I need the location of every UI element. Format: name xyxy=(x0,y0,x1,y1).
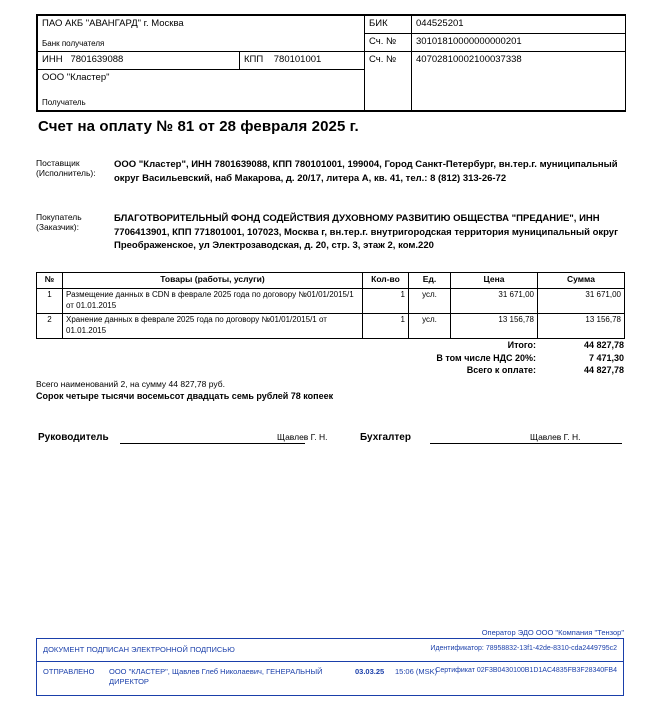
inn-cell xyxy=(38,52,240,70)
kpp-label: КПП xyxy=(244,54,264,65)
col-header-price: Цена xyxy=(451,273,538,289)
col-header-sum: Сумма xyxy=(538,273,625,289)
items-table xyxy=(36,272,625,339)
table-row xyxy=(37,314,625,339)
cell-unit: усл. xyxy=(409,314,451,339)
page-title: Счет на оплату № 81 от 28 февраля 2025 г. xyxy=(38,118,359,135)
totals-row xyxy=(380,353,624,366)
payee-label: Получатель xyxy=(42,98,86,107)
accountant-name: Щавлев Г. Н. xyxy=(530,432,581,442)
accountant-label: Бухгалтер xyxy=(360,432,411,443)
edo-time: 15:06 (MSK) xyxy=(395,667,438,676)
cell-price: 31 671,00 xyxy=(451,289,538,314)
cell-description: Размещение данных в CDN в феврале 2025 года по договору №01/01/2015/1 от 01.01.2015 xyxy=(63,289,363,314)
grand-total-value: 44 827,78 xyxy=(583,365,624,375)
buyer-sublabel: (Заказчик): xyxy=(36,222,79,232)
corr-account-value: 30101810000000000201 xyxy=(412,34,626,52)
edo-certificate: Сертификат 02F3B0430100B1D1AC4835FB3F28340FB4 xyxy=(435,667,617,674)
edo-sender: ООО "КЛАСТЕР", Щавлев Глеб Николаевич, ГЕНЕРАЛЬНЫЙ ДИРЕКТОР xyxy=(109,667,323,686)
cell-unit: усл. xyxy=(409,289,451,314)
director-name: Щавлев Г. Н. xyxy=(277,432,328,442)
cell-description: Хранение данных в феврале 2025 года по договору №01/01/2015/1 от 01.01.2015 xyxy=(63,314,363,339)
cell-quantity: 1 xyxy=(363,314,409,339)
summary-count-line: Всего наименований 2, на сумму 44 827,78 руб. xyxy=(36,379,225,389)
table-row xyxy=(37,289,625,314)
bik-label: БИК xyxy=(365,16,412,34)
totals-block xyxy=(380,340,624,378)
edo-sent-label: ОТПРАВЛЕНО xyxy=(43,667,95,676)
account-value: 40702810002100037338 xyxy=(412,52,626,111)
edo-divider xyxy=(37,661,623,662)
edo-identifier: Идентификатор: 78958832-13f1-42de-8310-cda2449795c2 xyxy=(430,645,617,652)
buyer-label: Покупатель xyxy=(36,212,82,222)
supplier-sublabel: (Исполнитель): xyxy=(36,168,96,178)
corr-account-label: Сч. № xyxy=(365,34,412,52)
edo-operator-label: Оператор ЭДО ООО "Компания "Тензор" xyxy=(481,628,624,637)
bik-value: 044525201 xyxy=(412,16,626,34)
payee-name: ООО "Кластер" xyxy=(42,72,110,83)
director-signature-line xyxy=(120,443,305,444)
inn-label: ИНН xyxy=(42,54,63,65)
grand-total-label: Всего к оплате: xyxy=(466,365,536,375)
kpp-value: 780101001 xyxy=(273,54,322,65)
cell-sum: 13 156,78 xyxy=(538,314,625,339)
payee-bank-name: ПАО АКБ "АВАНГАРД" г. Москва xyxy=(42,18,184,29)
totals-row xyxy=(380,340,624,353)
total-value: 44 827,78 xyxy=(583,340,624,350)
director-label: Руководитель xyxy=(38,432,109,443)
buyer-value: БЛАГОТВОРИТЕЛЬНЫЙ ФОНД СОДЕЙСТВИЯ ДУХОВНОМУ РАЗВИТИЮ ОБЩЕСТВА "ПРЕДАНИЕ", ИНН 7706413901, КПП 771801001, 107023, Москва г, вн.тер.г. внутригородская территория муниципальный округ Преображенское, ул Электрозаводская, д. 20, стр. 3, этаж 2, ком.220 xyxy=(114,213,619,251)
cell-sum: 31 671,00 xyxy=(538,289,625,314)
payee-bank-cell xyxy=(38,16,365,52)
cell-quantity: 1 xyxy=(363,289,409,314)
electronic-signature-box xyxy=(36,638,624,696)
payee-bank-label: Банк получателя xyxy=(42,39,105,48)
cell-num: 2 xyxy=(37,314,63,339)
supplier-value: ООО "Кластер", ИНН 7801639088, КПП 780101001, 199004, Город Санкт-Петербург, вн.тер.г. муниципальный округ Васильевский, наб Макарова, д. 20/17, литера А, кв. 41, тел.: 8 (812) 313-26-72 xyxy=(114,159,618,184)
supplier-label: Поставщик xyxy=(36,158,80,168)
supplier-block xyxy=(36,158,624,206)
cell-price: 13 156,78 xyxy=(451,314,538,339)
bank-details-block xyxy=(36,14,626,112)
col-header-quantity: Кол-во xyxy=(363,273,409,289)
items-table-header-row xyxy=(37,273,625,289)
account-label: Сч. № xyxy=(365,52,412,111)
vat-value: 7 471,30 xyxy=(588,352,624,363)
buyer-block xyxy=(36,212,624,270)
col-header-description: Товары (работы, услуги) xyxy=(63,273,363,289)
cell-num: 1 xyxy=(37,289,63,314)
edo-date: 03.03.25 xyxy=(355,667,385,676)
kpp-cell xyxy=(240,52,365,70)
inn-value: 7801639088 xyxy=(70,54,124,65)
accountant-signature-line xyxy=(430,443,622,444)
vat-label: В том числе НДС 20%: xyxy=(436,352,536,363)
total-label: Итого: xyxy=(507,340,536,350)
col-header-unit: Ед. xyxy=(409,273,451,289)
totals-row xyxy=(380,365,624,378)
edo-signed-text: ДОКУМЕНТ ПОДПИСАН ЭЛЕКТРОННОЙ ПОДПИСЬЮ xyxy=(43,645,235,654)
col-header-num: № xyxy=(37,273,63,289)
payee-cell xyxy=(38,70,365,111)
summary-amount-in-words: Сорок четыре тысячи восемьсот двадцать семь рублей 78 копеек xyxy=(36,391,334,401)
